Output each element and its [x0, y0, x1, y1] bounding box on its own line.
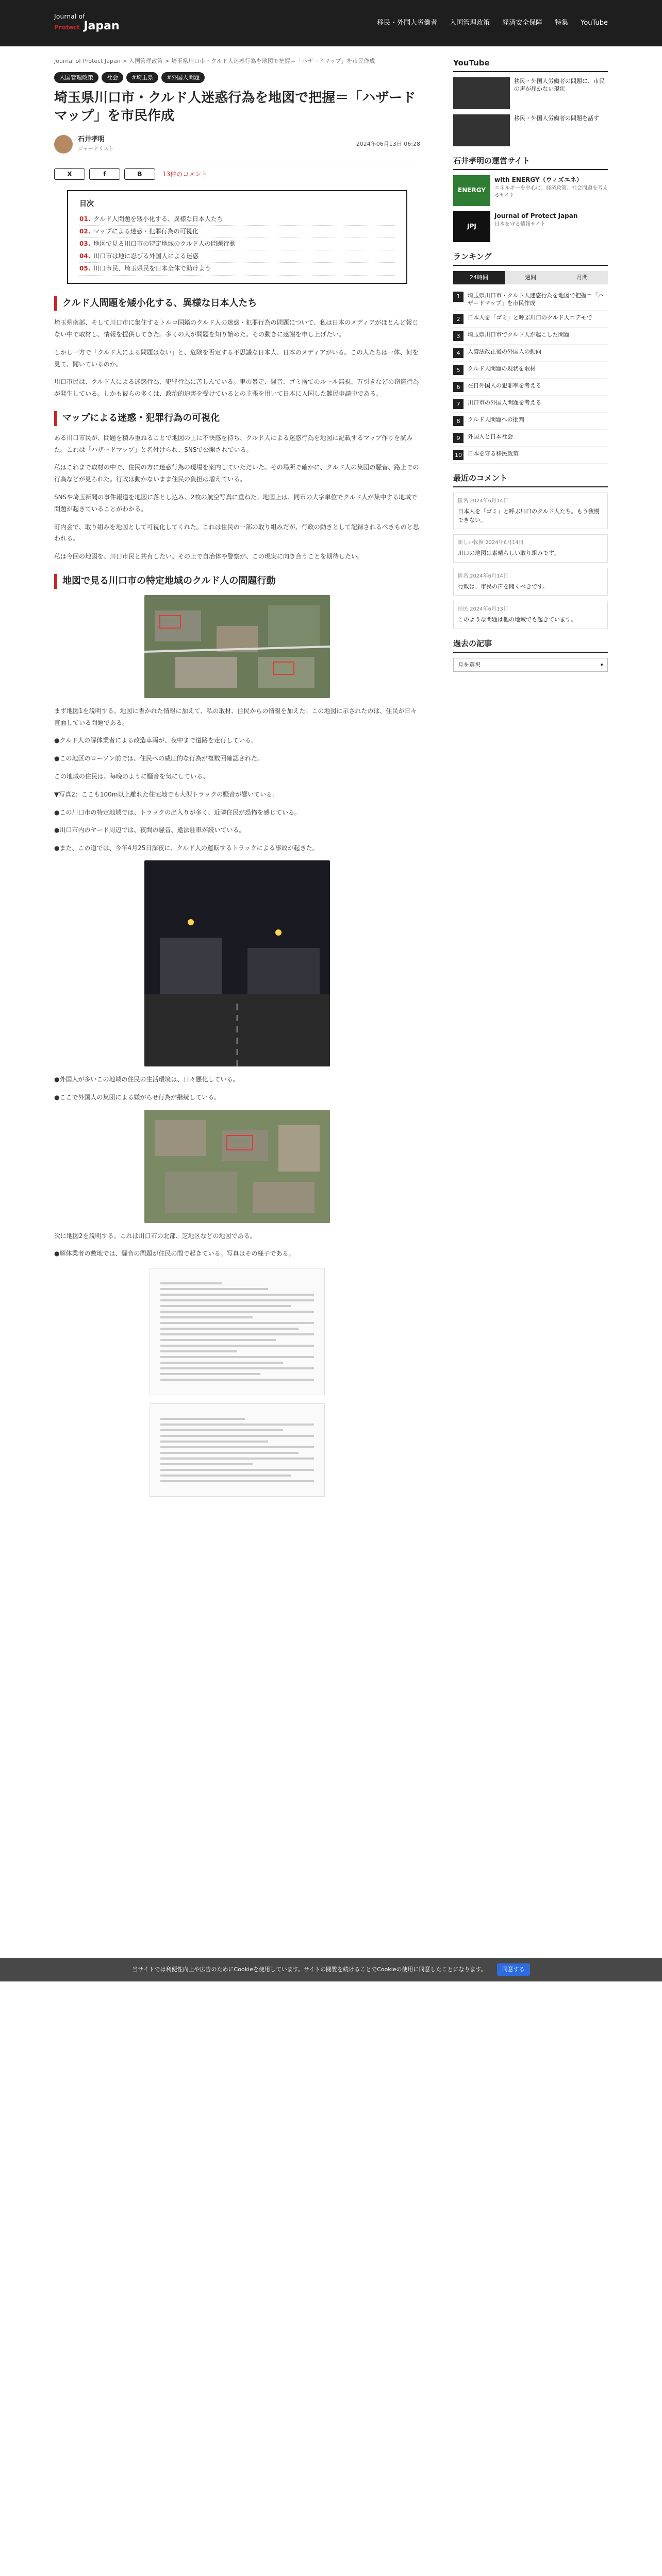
- ranking-tabs: [453, 271, 608, 284]
- tab-monthly[interactable]: 月間: [556, 271, 608, 284]
- site-item[interactable]: ENERGY with ENERGY（ウィズエネ） エネルギーを中心に、経済政策、社会問題を考えるサイト: [453, 175, 608, 206]
- tag-list: [54, 72, 420, 83]
- paragraph: ある川口市民が、問題を積み重ねることで地図の上に不快感を持ち、クルド人による迷惑行為を地図に記載するマップ作りを試みた。これは「ハザードマップ」と名付けられ、SNSで公開されている。: [54, 434, 413, 453]
- night-photo: [144, 860, 330, 1066]
- table-of-contents: [67, 190, 407, 283]
- ranking-item[interactable]: 10 日本を守る移民政策: [453, 447, 608, 464]
- paragraph: 次に地図2を説明する。これは川口市の北部、芝地区などの地図である。: [54, 1232, 256, 1240]
- video-thumbnail: [453, 77, 510, 109]
- paragraph: ●この地区のローソン前では、住民への威圧的な行為が複数回確認された。: [54, 755, 263, 762]
- map-photo-2: [144, 1110, 330, 1223]
- paragraph: 町内会で、取り組みを地図として可視化してくれた。これは住民の一部の取り組みだが、行政の動きとして記録されるべきものと思われる。: [54, 523, 419, 543]
- paragraph: ▼写真2：ここも100m以上離れた住宅地でも大型トラックの騒音が響いている。: [54, 790, 279, 798]
- paragraph: ●この川口市の特定地域では、トラックの出入りが多く、近隣住民が恐怖を感じている。: [54, 808, 301, 816]
- cookie-text: 当サイトでは利便性向上や広告のためにCookieを使用しています。サイトの閲覧を続けることでCookieの使用に同意したことになります。: [132, 1966, 487, 1973]
- nav-item[interactable]: 入国管理政策: [450, 19, 490, 27]
- avatar: [54, 135, 73, 154]
- nav-item[interactable]: YouTube: [581, 19, 608, 27]
- paragraph: しかし一方で「クルド人による問題はない」と、危険を否定する不思議な日本人、日本のメディアがいる。この人たちは一体、何を見て、聞いているのか。: [54, 348, 419, 368]
- paragraph: SNSや埼玉新聞の事件報道を地図に落とし込み、2枚の航空写真に重ねた。地図上は、同市の大字単位でクルド人が集中する地域で問題が起きていることがわかる。: [54, 494, 418, 513]
- tag[interactable]: #外国人問題: [161, 72, 205, 83]
- author-name: 石井孝明: [78, 135, 105, 144]
- toc-item[interactable]: 05. 川口市民、埼玉県民を日本全体で助けよう: [79, 263, 395, 275]
- tab-weekly[interactable]: 週間: [505, 271, 556, 284]
- tag[interactable]: 入国管理政策: [54, 72, 98, 83]
- paragraph: ●クルド人の解体業者による改造車両が、夜中まで道路を走行している。: [54, 737, 258, 744]
- site-item[interactable]: JPJ Journal of Protect Japan 日本を守る情報サイト: [453, 211, 608, 242]
- chevron-down-icon: ▾: [600, 661, 603, 668]
- paragraph: まず地図1を説明する。地図に書かれた情報に加えて、私の取材、住民からの情報を加えた。この地図に示されたのは、住民が日々直面している問題である。: [54, 707, 417, 726]
- document-scan: [150, 1268, 325, 1395]
- toc-item[interactable]: 01. クルド人問題を矮小化する、異様な日本人たち: [79, 213, 395, 226]
- youtube-item[interactable]: 移民・外国人労働者の問題に、市民の声が届かない現状: [453, 77, 608, 109]
- logo-big: Protect Japan: [54, 19, 120, 32]
- nav-item[interactable]: 特集: [555, 19, 569, 27]
- youtube-item[interactable]: 移民・外国人労働者の問題を話す: [453, 114, 608, 146]
- paragraph: 川口市民は、クルド人による迷惑行為、犯罪行為に苦しんでいる。車の暴走、騒音、ゴミ捨てのルール無視、万引きなどの窃盗行為が発生している。しかも彼らの多くは、政治的迫害を受けているとの主張を用いて日本に入国した難民申請中である。: [54, 378, 419, 398]
- site-logo[interactable]: [54, 13, 120, 33]
- toc-title: 目次: [79, 200, 94, 209]
- article-meta: [54, 134, 420, 161]
- paragraph: この地域の住民は、毎晩のように騒音を気にしている。: [54, 773, 209, 781]
- ranking-item[interactable]: 3 埼玉県川口市でクルド人が起こした問題: [453, 328, 608, 345]
- sidebar: [453, 57, 608, 1505]
- comment-item[interactable]: 匿名 2024年6月14日 行政は、市民の声を聞くべきです。: [453, 568, 608, 596]
- site-logo-jpj: JPJ: [453, 211, 490, 242]
- cookie-accept-button[interactable]: 同意する: [497, 1963, 530, 1976]
- paragraph: ●また、この道では、今年4月25日深夜に、クルド人の運転するトラックによる事故が起きた。: [54, 844, 319, 852]
- site-header: [0, 0, 662, 46]
- video-thumbnail: [453, 114, 510, 146]
- ranking-item[interactable]: 6 在日外国人の犯罪率を考える: [453, 379, 608, 396]
- cookie-banner: [0, 1958, 662, 1981]
- share-hatena-button[interactable]: B: [124, 168, 155, 180]
- paragraph: ●ここで外国人の集団による嫌がらせ行為が継続している。: [54, 1093, 221, 1101]
- author[interactable]: [54, 134, 114, 154]
- section-heading: クルド人問題を矮小化する、異様な日本人たち: [54, 296, 420, 311]
- nav-item[interactable]: 移民・外国人労働者: [377, 19, 438, 27]
- sidebar-heading: YouTube: [453, 57, 608, 72]
- breadcrumb[interactable]: Journal of Protect Japan > 入国管理政策 > 埼玉県川口市・クルド人迷惑行為を地図で把握＝「ハザードマップ」を市民作成: [54, 58, 375, 64]
- site-logo-energy: ENERGY: [453, 175, 490, 206]
- comment-count[interactable]: 13件のコメント: [162, 170, 208, 178]
- toc-item[interactable]: 02. マップによる迷惑・犯罪行為の可視化: [79, 226, 395, 238]
- ranking-item[interactable]: 2 日本人を「ゴミ」と呼ぶ川口のクルド人＝デモで: [453, 311, 608, 328]
- article-main: [54, 57, 420, 1505]
- toc-item[interactable]: 04. 川口市は地に忍びる外国人による迷惑: [79, 250, 395, 263]
- comment-item[interactable]: 住民 2024年6月13日 このような問題は他の地域でも起きています。: [453, 601, 608, 629]
- share-x-button[interactable]: X: [54, 168, 85, 180]
- sidebar-heading: 最近のコメント: [453, 472, 608, 487]
- toc-item[interactable]: 03. 地図で見る川口市の特定地域のクルド人の問題行動: [79, 238, 395, 250]
- ranking-item[interactable]: 1 埼玉県川口市・クルド人迷惑行為を地図で把握＝「ハザードマップ」を市民作成: [453, 289, 608, 311]
- share-bar: [54, 168, 420, 180]
- ranking-item[interactable]: 9 外国人と日本社会: [453, 430, 608, 447]
- map-photo-1: [144, 595, 330, 698]
- section-heading: マップによる迷惑・犯罪行為の可視化: [54, 411, 420, 426]
- sidebar-heading: 石井孝明の運営サイト: [453, 155, 608, 170]
- author-role: ジャーナリスト: [78, 146, 114, 152]
- paragraph: 埼玉県南部、そして川口市に集住するトルコ国籍のクルド人の迷惑・犯罪行為の問題について、私は日本のメディアがほとんど報じない中で取材し、情報を提供してきた。多くの人が問題を知り始めた。その動きに感謝を申し上げたい。: [54, 319, 419, 338]
- tag[interactable]: 社会: [102, 72, 123, 83]
- sidebar-heading: ランキング: [453, 250, 608, 266]
- tag[interactable]: #埼玉県: [126, 72, 158, 83]
- publish-date: 2024年06月13日 06:28: [356, 140, 420, 147]
- archive-select[interactable]: 月を選択 ▾: [453, 658, 608, 672]
- section-heading: 地図で見る川口市の特定地域のクルド人の問題行動: [54, 574, 420, 589]
- nav-item[interactable]: 経済安全保障: [502, 19, 543, 27]
- tab-24h[interactable]: 24時間: [453, 271, 505, 284]
- paragraph: ●外国人が多いこの地域の住民の生活環境は、日々悪化している。: [54, 1076, 239, 1083]
- paragraph: 私は今回の地図を、川口市民と共有したい。その上で自治体や警察が、この現実に向き合うことを期待したい。: [54, 553, 364, 561]
- paragraph: ●解体業者の敷地では、騒音の問題が住民の間で起きている。写真はその様子である。: [54, 1250, 295, 1258]
- article-title: 埼玉県川口市・クルド人迷惑行為を地図で把握＝「ハザードマップ」を市民作成: [54, 90, 416, 124]
- paragraph: ●川口市内のヤード周辺では、夜間の騒音、違法駐車が続いている。: [54, 826, 245, 834]
- comment-item[interactable]: 新しい転換 2024年6月14日 川口の地図は素晴らしい取り組みです。: [453, 534, 608, 563]
- logo-small: Journal of: [54, 12, 85, 20]
- ranking-item[interactable]: 8 クルド人問題への批判: [453, 413, 608, 430]
- document-scan: [150, 1403, 325, 1497]
- ranking-item[interactable]: 4 入管法改正後の外国人の動向: [453, 345, 608, 362]
- comment-item[interactable]: 匿名 2024年6月14日 日本人を「ゴミ」と呼ぶ川口のクルド人たち。もう我慢できない。: [453, 493, 608, 529]
- share-facebook-button[interactable]: f: [89, 168, 120, 180]
- paragraph: 私はこれまで取材の中で、住民の方に迷惑行為の現場を案内していただいた。その場所で確かに、クルド人の集団の騒音、路上での行為などが見られた。行政は動かないまま住民の負担は増えている。: [54, 464, 419, 483]
- ranking-item[interactable]: 5 クルド人問題の現状を取材: [453, 362, 608, 379]
- ranking-item[interactable]: 7 川口市の外国人問題を考える: [453, 396, 608, 413]
- main-nav: [377, 18, 608, 29]
- sidebar-heading: 過去の記事: [453, 637, 608, 653]
